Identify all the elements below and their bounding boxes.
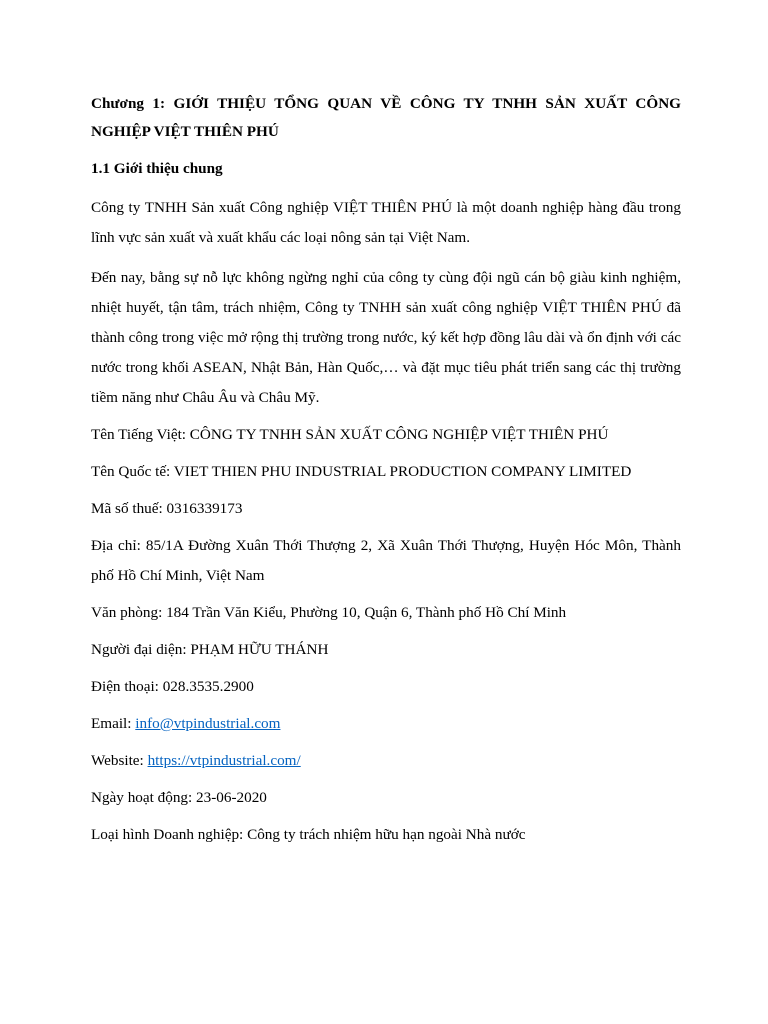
website-link[interactable]: https://vtpindustrial.com/ — [147, 752, 301, 769]
tax-code-field: Mã số thuế: 0316339173 — [91, 500, 243, 517]
history-paragraph: Đến nay, bằng sự nỗ lực không ngừng nghỉ của công ty cùng đội ngũ cán bộ giàu kinh nghiệm, nhiệt huyết, tận tâm, trách nhiệm, Công ty TNHH sản xuất công nghiệp VIỆT THIÊN PHÚ đã thành công trong việc mở rộng thị trường trong nước, ký kết hợp đồng lâu dài và ổn định với các nước trong khối ASEAN, Nhật Bản, Hàn Quốc,… và đặt mục tiêu phát triển sang các thị trường tiềm năng như Châu Âu và Châu Mỹ. — [91, 269, 681, 406]
representative-field: Người đại diện: PHẠM HỮU THÁNH — [91, 641, 329, 658]
email-field — [91, 709, 681, 739]
website-label: Website: — [91, 752, 148, 769]
international-name-field: Tên Quốc tế: VIET THIEN PHU INDUSTRIAL PRODUCTION COMPANY LIMITED — [91, 463, 632, 480]
chapter-title: Chương 1: GIỚI THIỆU TỔNG QUAN VỀ CÔNG TY TNHH SẢN XUẤT CÔNG NGHIỆP VIỆT THIÊN PHÚ — [91, 95, 681, 140]
section-title: 1.1 Giới thiệu chung — [91, 160, 223, 177]
business-type-field: Loại hình Doanh nghiệp: Công ty trách nhiệm hữu hạn ngoài Nhà nước — [91, 826, 526, 843]
email-link[interactable]: info@vtpindustrial.com — [135, 715, 281, 732]
document-page — [91, 90, 681, 850]
website-field — [91, 746, 681, 776]
intro-paragraph: Công ty TNHH Sản xuất Công nghiệp VIỆT THIÊN PHÚ là một doanh nghiệp hàng đầu trong lĩnh vực sản xuất và xuất khẩu các loại nông sản tại Việt Nam. — [91, 199, 681, 246]
office-field: Văn phòng: 184 Trần Văn Kiểu, Phường 10, Quận 6, Thành phố Hồ Chí Minh — [91, 604, 567, 621]
start-date-field: Ngày hoạt động: 23-06-2020 — [91, 789, 267, 806]
vietnamese-name-field: Tên Tiếng Việt: CÔNG TY TNHH SẢN XUẤT CÔNG NGHIỆP VIỆT THIÊN PHÚ — [91, 426, 609, 443]
email-label: Email: — [91, 715, 136, 732]
phone-field: Điện thoại: 028.3535.2900 — [91, 678, 254, 695]
address-field: Địa chỉ: 85/1A Đường Xuân Thới Thượng 2, Xã Xuân Thới Thượng, Huyện Hóc Môn, Thành phố Hồ Chí Minh, Việt Nam — [91, 537, 681, 584]
